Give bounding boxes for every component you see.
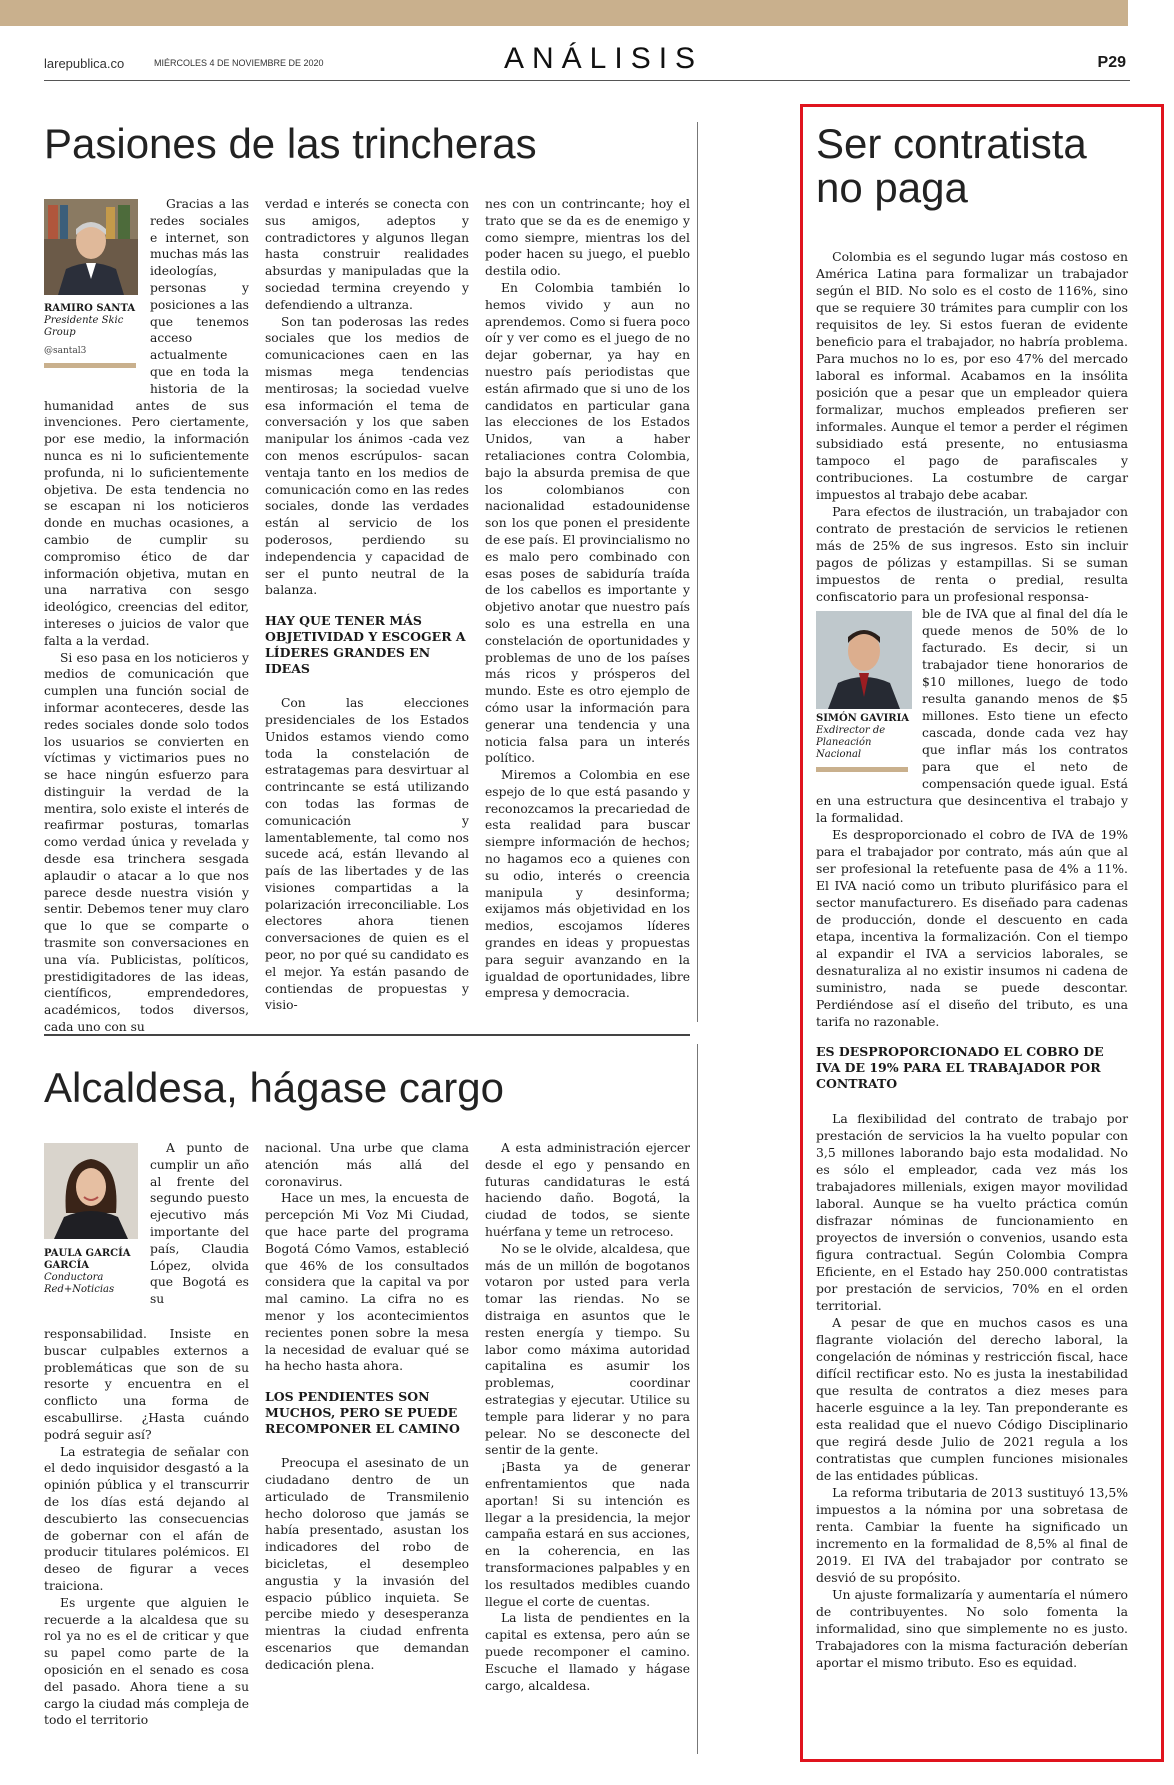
article3-subhead: ES DESPROPORCIONADO EL COBRO DE IVA DE 19% PARA EL TRABAJADOR POR CONTRATO <box>816 1044 1104 1091</box>
article3-headline: Ser contratista no paga <box>816 120 1087 212</box>
article1-subhead: HAY QUE TENER MÁS OBJETIVIDAD Y ESCOGER A LÍDERES GRANDES EN IDEAS <box>265 613 466 677</box>
site-name: larepublica.co <box>44 56 125 71</box>
paragraph: ble de IVA que al final del día le quede menos de 50% de lo facturado. Es decir, si un trabajador tiene honorarios de $10 millones, luego de todo resulta ganando menos de $5 millones. Esto tiene un efecto cascada, donde cada vez hay que inflar más los contratos para que el neto de compensación quede igual. Está en una estructura que desincentiva el trabajo y la formalidad. <box>816 606 1128 825</box>
section-title: ANÁLISIS <box>504 42 704 75</box>
paragraph: La flexibilidad del contrato de trabajo por prestación de servicios la ha vuelto popular con 3,5 millones laborando bajo esta modalidad. No es sólo el empleador, cada vez más los trabajadores millenials, exigen mayor movilidad laboral. Aunque se ha vuelto práctica común disfrazar nóminas de funcionamiento en proyectos de inversión o convenios, usando esta figura contractual. Según Colombia Compra Eficiente, en el Estado hay 250.000 contratistas por prestación de servicios, 70% en el orden territorial. <box>816 1111 1128 1313</box>
paragraph: ¡Basta ya de generar enfrentamientos que nada aportan! Si su intención es llegar a la presidencia, la mejor campaña estará en sus acciones, en la coherencia, en las transformaciones palpables y en los resultados medibles cuando llegue el corte de cuentas. <box>485 1460 690 1609</box>
issue-date: MIÉRCOLES 4 DE NOVIEMBRE DE 2020 <box>154 58 324 68</box>
paragraph: Gracias a las redes sociales e internet, son muchas más las ideologías, personas y posiciones a las que tenemos acceso actualmente que en toda la historia de la humanidad antes de sus invenciones. Pero ciertamente, por ese medio, la información nunca es ni lo suficientemente profunda, ni lo suficientemente objetiva. De esta tendencia no se escapan ni los noticieros donde en muchas ocasiones, a cambio de cumplir su compromiso ético de dar información objetiva, mutan en una narrativa con sesgo ideológico, creencias del editor, intereses o juicios de valor que falta a la verdad. <box>44 197 249 648</box>
author3-role: Exdirector de Planeación Nacional <box>816 725 886 760</box>
float-spacer <box>44 1140 150 1326</box>
article3-column <box>816 248 1128 1754</box>
article1-column-3 <box>485 196 690 1014</box>
article-divider <box>44 1034 690 1036</box>
paragraph: Con las elecciones presidenciales de los Estados Unidos estamos viendo como toda la constelación de estratagemas para desvirtuar al contrincante se está utilizando con todas las formas de comunicación y lamentablemente, tal como nos sucede acá, están llevando al país de las libertades y de las visiones compartidas a la polarización irreconciliable. Los electores ahora tienen conversaciones de quien es el peor, no por qué su candidato es el mejor. Ya están pasando de contiendas de propuestas y visio- <box>265 696 469 1013</box>
paragraph: La estrategia de señalar con el dedo inquisidor desgastó a la opinión pública y el transcurrir de los días está dejando al descubierto las consecuencias de gobernar con el afán de producir titulares polémicos. El deseo de figurar a veces traiciona. <box>44 1444 249 1593</box>
author3-photo <box>816 611 912 709</box>
paragraph: verdad e interés se conecta con sus amigos, adeptos y contradictores y algunos llegan hasta construir realidades absurdas y manipuladas que la sociedad termina creyendo y defendiendo a ultranza. <box>265 197 469 312</box>
paragraph: Hace un mes, la encuesta de percepción Mi Voz Mi Ciudad, que hace parte del programa Bogotá Cómo Vamos, estableció que 46% de los consultados considera que la capital va por mal camino. La cifra no es menor y los acontecimientos recientes ponen sobre la mesa la necesidad de evaluar qué se ha hecho hasta ahora. <box>265 1191 469 1374</box>
article1-column-2 <box>265 196 469 1014</box>
author3-name: SIMÓN GAVIRIA <box>816 713 910 724</box>
article1-column-1 <box>44 196 249 1035</box>
page-number: P29 <box>1097 54 1126 71</box>
paragraph: En Colombia también lo hemos vivido y aun no aprendemos. Como si fuera poco oír y ver como es el juego de no dejar gobernar, ya hay en nuestro país periodistas que están afirmado que si uno de los candidatos en particular gana las elecciones de los Estados Unidos, van a haber retaliaciones contra Colombia, bajo la absurda premisa de que los colombianos con nacionalidad estadounidense son los que ponen el presidente de ese país. El provincialismo no es malo pero combinado con esas poses de sabiduría traída de los cabellos es importante y objetivo anotar que nuestro país solo es una estrella en una constelación de oportunidades y problemas de uno de los países más ricos y prósperos del mundo. Este es otro ejemplo de cómo usar la información para generar una tendencia y una noticia falsa para un interés político. <box>485 280 690 766</box>
article2-column-1 <box>44 1140 249 1748</box>
author3-byline <box>816 713 912 772</box>
paragraph: No se le olvide, alcaldesa, que más de un millón de bogotanos votaron por usted para verla tomar las riendas. No se distraiga en asuntos que le resten energía y tiempo. Su labor como máxima autoridad capitalina es asumir los problemas, coordinar estrategias y ejecutar. Utilice su temple para liderar y no para pelear. No se desconecte del sentir de la gente. <box>485 1241 690 1458</box>
paragraph: La lista de pendientes en la capital es extensa, pero aún se puede recomponer el camino. Escuche el llamado y hágase cargo, alcaldesa. <box>485 1611 690 1693</box>
column-divider <box>697 122 698 1022</box>
article2-column-3 <box>485 1140 690 1748</box>
paragraph: A punto de cumplir un año al frente del segundo puesto ejecutivo más importante del país, Claudia López, olvida que Bogotá es su responsabilidad. Insiste en buscar culpables externos a problemáticas que son de su resorte y encuentra en el conflicto una forma de escabullirse. ¿Hasta cuándo podrá seguir así? <box>44 1141 249 1442</box>
article2-subhead: LOS PENDIENTES SON MUCHOS, PERO SE PUEDE RECOMPONER EL CAMINO <box>265 1389 460 1437</box>
column-divider <box>697 1044 698 1754</box>
paragraph: Un ajuste formalizaría y aumentaría el número de contribuyentes. No solo fomenta la informalidad, sino que simplemente no es justo. Trabajadores con la misma facturación deberían aportar el mismo tributo. Eso es equidad. <box>816 1587 1128 1670</box>
paragraph: Para efectos de ilustración, un trabajador con contrato de prestación de servicios le retienen más de 25% de sus ingresos. Esto sin incluir pagos de pólizas y estampillas. Si se suman impuestos de renta o predial, resulta confiscatorio para un profesional responsa- <box>816 504 1128 604</box>
paragraph: Son tan poderosas las redes sociales que los medios de comunicaciones caen en las mismas mega tendencias mentirosas; la sociedad vuelve esa información el tema de conversación y los que saben manipular los ánimos -cada vez con menos escrúpulos- sacan ventaja tanto en los medios de comunicación como en las redes sociales, donde las verdades están al servicio de los poderosos, perdiendo su independencia y capacidad de ser el punto neutral de la balanza. <box>265 314 469 598</box>
masthead <box>44 42 1130 81</box>
paragraph: Es desproporcionado el cobro de IVA de 19% para el trabajador por contrato, más aún que al ser profesional la retefuente pasa de 4% a 11%. El IVA nació como un tributo plurifásico para el sector manufacturero. Es diseñado para cadenas de producción, donde el descuento en cada etapa, incentiva la formalización. Con el tiempo al expandir el IVA a servicios laborales, se desnaturaliza al no existir insumos ni cadena de suministro, nada se puede descontar. Perdiéndose así el diseño del tributo, es una tarifa no razonable. <box>816 827 1128 1029</box>
author1-handle: @santal3 <box>44 346 87 356</box>
paragraph: La reforma tributaria de 2013 sustituyó 13,5% impuestos a la nómina por una sobretasa de renta. Cambiar la fuente ha significado un incremento en la formalidad de 8,5% al final de 2019. El IVA del trabajador por contrato se desvió de su propósito. <box>816 1485 1128 1585</box>
article1-headline: Pasiones de las trincheras <box>44 120 537 167</box>
paragraph: Preocupa el asesinato de un ciudadano dentro de un articulado de Transmilenio hecho doloroso que jamás se había presentado, asustan los indicadores del robo de bicicletas, el desempleo angustia y la invasión del espacio público inquieta. Se percibe miedo y desesperanza mientras la ciudad enfrenta escenarios que demandan dedicación plena. <box>265 1456 469 1672</box>
article2-column-2 <box>265 1140 469 1748</box>
paragraph: Colombia es el segundo lugar más costoso en América Latina para formalizar un trabajador según el BID. No solo es el costo de 116%, sino que se requiere 30 trámites para cumplir con los requisitos de ley. Si estos fueran de evidente beneficio para el trabajador, no habría problema. Para muchos no lo es, por eso 47% del mercado laboral es informal. Acabamos en la insólita posición que a pesar que un empleador quiera formalizar, muchos empleados prefieren ser informales. Aunque el temor a perder el régimen subsidiado está presente, no entusiasma tampoco el pago de parafiscales y contribuciones. La costumbre de cargar impuestos al trabajo debe acabar. <box>816 249 1128 502</box>
paragraph: Es urgente que alguien le recuerde a la alcaldesa que su rol ya no es el de criticar y que su papel como parte de la oposición en el senado es cosa del pasado. Ahora tiene a su cargo la ciudad más compleja de todo el territorio <box>44 1595 249 1728</box>
paragraph: A esta administración ejercer desde el ego y pensando en futuras candidaturas le está haciendo daño. Bogotá, la ciudad de todos, se siente huérfana y teme un retroceso. <box>485 1141 690 1239</box>
paragraph: Miremos a Colombia en ese espejo de lo que está pasando y reconozcamos la precariedad de esta realidad para buscar siempre información de hechos; no hagamos eco a quienes con su odio, interés o creencia manipula y desinforma; exijamos más objetividad en los medios, escojamos líderes grandes en ideas y propuestas para seguir avanzando en la igualdad de oportunidades, libre empresa y democracia. <box>485 768 690 1001</box>
author1-role: Presidente Skic Group <box>44 315 124 338</box>
paragraph: nes con un contrincante; hoy el trato que se da es de enemigo y como siempre, mientras los del poder hacen su juego, el pueblo destila odio. <box>485 197 690 279</box>
author3-divider <box>816 767 908 772</box>
paragraph: A pesar de que en muchos casos es una flagrante violación del derecho laboral, la congelación de nóminas y restricción fiscal, hace difícil rectificar esto. No es justa la inestabilidad que resulta de contratos a diez meses para hacerle esguince a la ley. Tan preponderante es esta realidad que el nuevo Código Disciplinario que regirá desde Julio de 2021 regula a los contratistas que cumplen funciones misionales de las entidades públicas. <box>816 1315 1128 1483</box>
float-spacer <box>44 196 150 382</box>
author1-name: RAMIRO SANTA <box>44 303 136 314</box>
article2-headline: Alcaldesa, hágase cargo <box>44 1064 504 1111</box>
top-color-bar <box>0 0 1128 26</box>
author2-role: Conductora Red+Noticias <box>44 1272 115 1295</box>
paragraph: Si eso pasa en los noticieros y medios de comunicación que cumplen una función social de informar aconteceres, desde las redes sociales donde solo todos los usuarios se convierten en víctimas y victimarios pues no se hace ningún esfuerzo para distinguir la verdad de la mentira, solo existe el interés de reafirmar posturas, tomarlas como verdad única y revelada y desde esa trinchera sesgada aplaudir o atacar a lo que nos parece desde nuestra visión y sentir. Debemos tener muy claro que lo que se comparte o trasmite son conversaciones en una vía. Publicistas, políticos, prestidigitadores de las ideas, científicos, emprendedores, académicos, todos diversos, cada uno con su <box>44 650 249 1035</box>
author2-name: PAULA GARCÍA GARCÍA <box>44 1248 131 1271</box>
paragraph: nacional. Una urbe que clama atención más allá del coronavirus. <box>265 1141 469 1189</box>
